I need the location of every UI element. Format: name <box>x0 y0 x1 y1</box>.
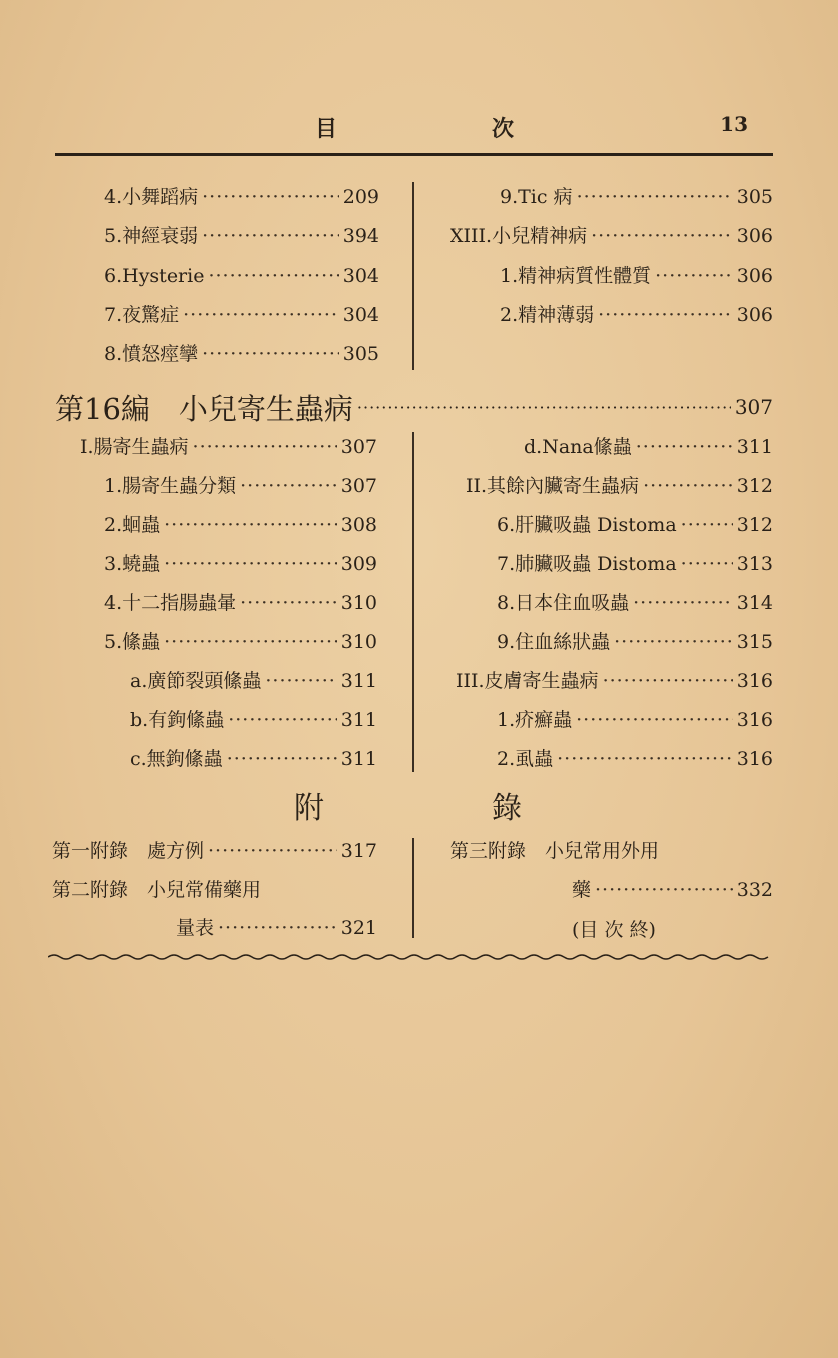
appendix-entry: 第一附錄 處方例 ····· 317 <box>52 835 377 867</box>
page-number: 13 <box>720 112 748 136</box>
appendix-title-right: 錄 <box>492 791 522 826</box>
appendix-entry: 藥 ····· 332 <box>572 874 773 906</box>
toc-entry: d.Nana絛蟲 ····· 311 <box>524 431 773 463</box>
toc-entry: 6.Hysterie ····· 304 <box>104 260 379 292</box>
header-title-right: 次 <box>492 116 515 142</box>
toc-entry: c.無鉤絛蟲 ····· 311 <box>130 743 377 775</box>
toc-entry: 1.疥癬蟲 ····· 316 <box>497 704 773 736</box>
appendix-entry: 第二附錄 小兒常備藥用 <box>52 879 262 901</box>
toc-entry: 3.蟯蟲 ····· 309 <box>104 548 377 580</box>
toc-entry: 1.腸寄生蟲分類 ····· 307 <box>104 470 377 502</box>
toc-entry: 5.絛蟲 ····· 310 <box>104 626 377 658</box>
appendix-title-left: 附 <box>294 791 324 826</box>
toc-entry: 4.十二指腸蟲暈 ····· 310 <box>104 587 377 619</box>
toc-entry: 1.精神病質性體質 ····· 306 <box>500 260 773 292</box>
column-divider <box>412 182 414 370</box>
toc-entry: 7.夜驚症 ····· 304 <box>104 299 379 331</box>
toc-entry: II.其餘內臟寄生蟲病 ····· 312 <box>466 470 773 502</box>
column-divider <box>412 432 414 772</box>
toc-entry: 5.神經衰弱 ····· 394 <box>104 220 379 252</box>
toc-entry: 8.日本住血吸蟲 ····· 314 <box>497 587 773 619</box>
wavy-divider <box>48 952 772 962</box>
toc-entry: 7.肺臟吸蟲 Distoma ····· 313 <box>497 548 773 580</box>
toc-entry: I.腸寄生蟲病 ····· 307 <box>80 431 377 463</box>
appendix-entry: 第三附錄 小兒常用外用 <box>450 840 660 862</box>
toc-entry: 2.蛔蟲 ····· 308 <box>104 509 377 541</box>
toc-entry: III.皮膚寄生蟲病 ····· 316 <box>456 665 773 697</box>
page-header <box>60 112 772 148</box>
appendix-entry: 量表 ····· 321 <box>176 912 377 944</box>
toc-entry: 9.Tic 病 ····· 305 <box>500 181 773 213</box>
end-note: (目 次 終) <box>572 919 656 941</box>
toc-entry: b.有鉤絛蟲 ····· 311 <box>130 704 377 736</box>
toc-entry: XIII.小兒精神病 ····· 306 <box>450 220 773 252</box>
header-title-left: 目 <box>315 116 338 142</box>
chapter-heading: 第16編 小兒寄生蟲病 ····· 307 <box>55 387 773 427</box>
header-rule <box>55 153 773 156</box>
toc-entry: 2.虱蟲 ····· 316 <box>497 743 773 775</box>
toc-entry: a.廣節裂頭絛蟲 ····· 311 <box>130 665 377 697</box>
toc-entry: 6.肝臟吸蟲 Distoma ····· 312 <box>497 509 773 541</box>
toc-entry: 2.精神薄弱 ····· 306 <box>500 299 773 331</box>
toc-entry: 8.憤怒痙攣 ····· 305 <box>104 338 379 370</box>
toc-entry: 4.小舞蹈病 ····· 209 <box>104 181 379 213</box>
toc-entry: 9.住血絲狀蟲 ····· 315 <box>497 626 773 658</box>
column-divider <box>412 838 414 938</box>
